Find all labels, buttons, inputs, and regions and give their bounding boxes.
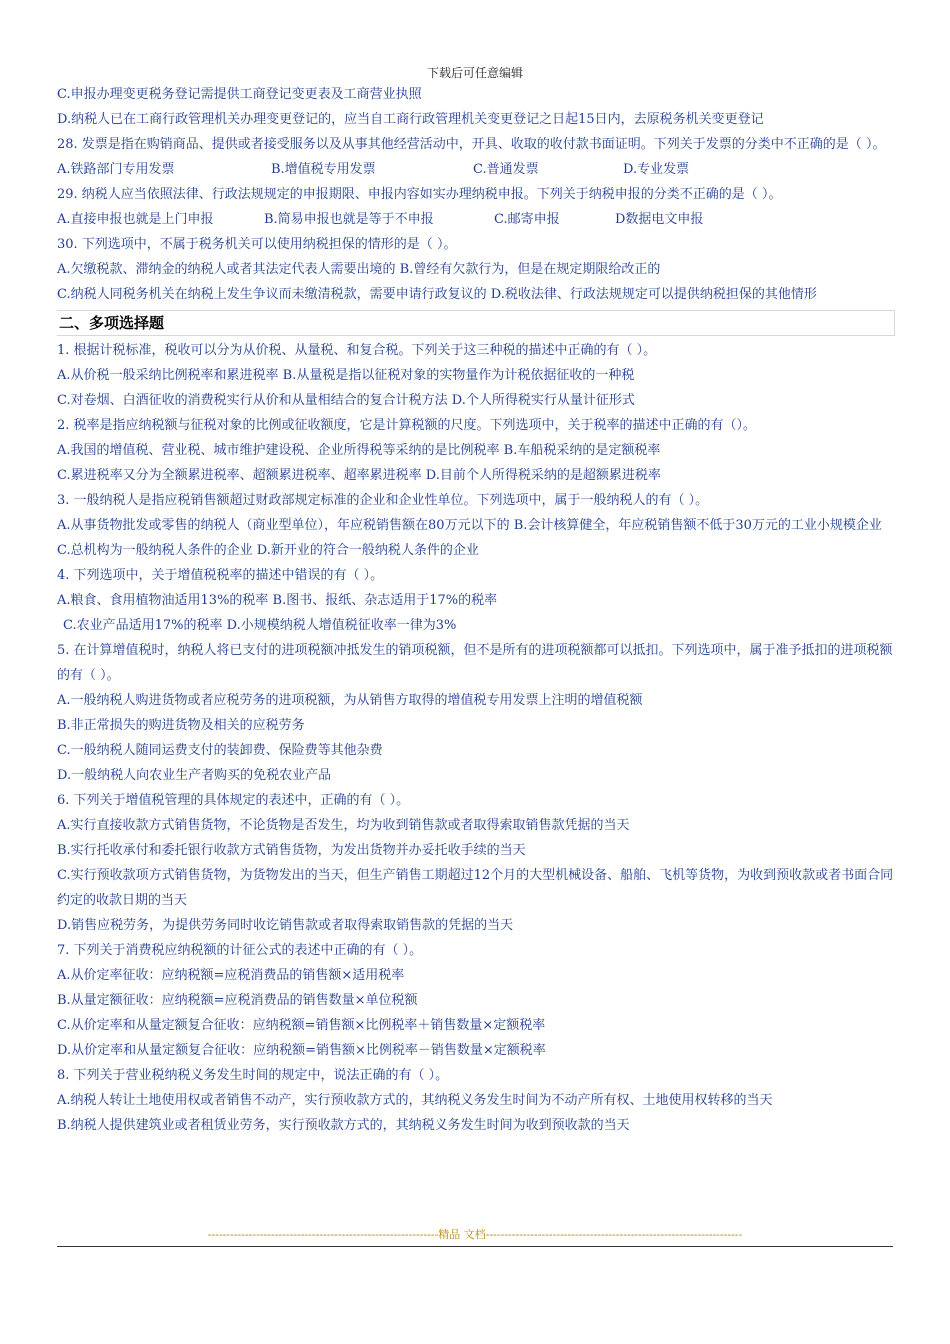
question-28: 28. 发票是指在购销商品、提供或者接受服务以及从事其他经营活动中，开具、收取的收付款书面证明。下列关于发票的分类中不正确的是（ ）。 [57,137,886,152]
text-line: D.从价定率和从量定额复合征收：应纳税额=销售额×比例税率－销售数量×定额税率 [57,1043,546,1058]
q29-option-a: A.直接申报也就是上门申报 [57,212,214,227]
text-line: D.销售应税劳务，为提供劳务同时收讫销售款或者取得索取销售款的凭据的当天 [57,918,514,933]
q29-option-b: B.简易申报也就是等于不申报 [264,212,434,227]
text-line: B.纳税人提供建筑业或者租赁业劳务，实行预收款方式的，其纳税义务发生时间为收到预收款的当天 [57,1118,630,1133]
q28-option-b: B.增值税专用发票 [271,162,376,177]
q28-options [57,157,895,182]
text-line: C.累进税率又分为全额累进税率、超额累进税率、超率累进税率 D.目前个人所得税采纳的是超额累进税率 [57,468,661,483]
text-line: A.从价税一般采纳比例税率和累进税率 B.从量税是指以征税对象的实物量作为计税依据征收的一种税 [57,368,635,383]
text-line: B.非正常损失的购进货物及相关的应税劳务 [57,718,305,733]
q29-option-c: C.邮寄申报 [494,212,560,227]
q28-option-d: D.专业发票 [623,162,690,177]
text-line: D.纳税人已在工商行政管理机关办理变更登记的，应当自工商行政管理机关变更登记之日起15日内，去原税务机关变更登记 [57,112,764,127]
text-line: A.一般纳税人购进货物或者应税劳务的进项税额，为从销售方取得的增值税专用发票上注明的增值税额 [57,693,643,708]
text-line: B.从量定额征收：应纳税额=应税消费品的销售数量×单位税额 [57,993,418,1008]
text-line: C.农业产品适用17%的税率 D.小规模纳税人增值税征收率一律为3% [63,618,457,633]
document-body [57,82,895,1138]
text-line: A.粮食、食用植物油适用13%的税率 B.图书、报纸、杂志适用于17%的税率 [57,593,498,608]
q28-option-c: C.普通发票 [473,162,539,177]
text-line: C.一般纳税人随同运费支付的装卸费、保险费等其他杂费 [57,743,383,758]
text-line: 7. 下列关于消费税应纳税额的计征公式的表述中正确的有（ ）。 [57,943,423,958]
text-line: 6. 下列关于增值税管理的具体规定的表述中，正确的有（ ）。 [57,793,410,808]
text-line: 1. 根据计税标准，税收可以分为从价税、从量税、和复合税。下列关于这三种税的描述中正确的有（ ）。 [57,343,657,358]
text-line: 3. 一般纳税人是指应税销售额超过财政部规定标准的企业和企业性单位。下列选项中，属于一般纳税人的有（ ）。 [57,493,709,508]
section-title: 二、多项选择题 [57,310,895,336]
question-5: 5. 在计算增值税时，纳税人将已支付的进项税额冲抵发生的销项税额，但不是所有的进项税额都可以抵扣。下列选项中，属于准予抵扣的进项税额的有（ ）。 [57,643,893,683]
q6-option-c: C.实行预收款项方式销售货物，为货物发出的当天，但生产销售工期超过12个月的大型机械设备、船舶、飞机等货物，为收到预收款或者书面合同约定的收款日期的当天 [57,868,894,908]
text-line: 8. 下列关于营业税纳税义务发生时间的规定中，说法正确的有（ ）。 [57,1068,449,1083]
text-line: 2. 税率是指应纳税额与征税对象的比例或征收额度，它是计算税额的尺度。下列选项中，关于税率的描述中正确的有（）。 [57,418,757,433]
q28-option-a: A.铁路部门专用发票 [57,162,175,177]
q30-options-cd: C.纳税人同税务机关在纳税上发生争议而未缴清税款，需要申请行政复议的 D.税收法律、行政法规规定可以提供纳税担保的其他情形 [57,287,817,302]
text-line: C.申报办理变更税务登记需提供工商登记变更表及工商营业执照 [57,87,422,102]
text-line: 4. 下列选项中，关于增值税税率的描述中错误的有（ ）。 [57,568,384,583]
q29-option-d: D数据电文申报 [615,212,704,227]
q29-options [57,207,895,232]
footer-divider [57,1246,893,1247]
question-30: 30. 下列选项中，不属于税务机关可以使用纳税担保的情形的是（ ）。 [57,237,457,252]
footer-note: --------------------------------------------------------------精品 文档--------------------------------------------------------------------- [207,1228,743,1241]
text-line: A.从价定率征收：应纳税额=应税消费品的销售额×适用税率 [57,968,405,983]
question-29: 29. 纳税人应当依照法律、行政法规规定的申报期限、申报内容如实办理纳税申报。下列关于纳税申报的分类不正确的是（ ）。 [57,187,782,202]
q30-options-ab: A.欠缴税款、滞纳金的纳税人或者其法定代表人需要出境的 B.曾经有欠款行为，但是在规定期限给改正的 [57,262,661,277]
q3-options: A.从事货物批发或零售的纳税人（商业型单位），年应税销售额在80万元以下的 B.会计核算健全，年应税销售额不低于30万元的工业小规模企业 C.总机构为一般纳税人条件的企业 D.新开业的符合一般纳税人条件的企业 [57,518,882,558]
text-line: A.纳税人转让土地使用权或者销售不动产，实行预收款方式的，其纳税义务发生时间为不动产所有权、土地使用权转移的当天 [57,1093,773,1108]
text-line: C.从价定率和从量定额复合征收：应纳税额=销售额×比例税率＋销售数量×定额税率 [57,1018,546,1033]
text-line: D.一般纳税人向农业生产者购买的免税农业产品 [57,768,332,783]
text-line: A.我国的增值税、营业税、城市维护建设税、企业所得税等采纳的是比例税率 B.车船税采纳的是定额税率 [57,443,661,458]
header-note: 下载后可任意编辑 [426,66,523,80]
text-line: A.实行直接收款方式销售货物，不论货物是否发生，均为收到销售款或者取得索取销售款凭据的当天 [57,818,630,833]
text-line: B.实行托收承付和委托银行收款方式销售货物，为发出货物并办妥托收手续的当天 [57,843,526,858]
text-line: C.对卷烟、白酒征收的消费税实行从价和从量相结合的复合计税方法 D.个人所得税实行从量计征形式 [57,393,635,408]
